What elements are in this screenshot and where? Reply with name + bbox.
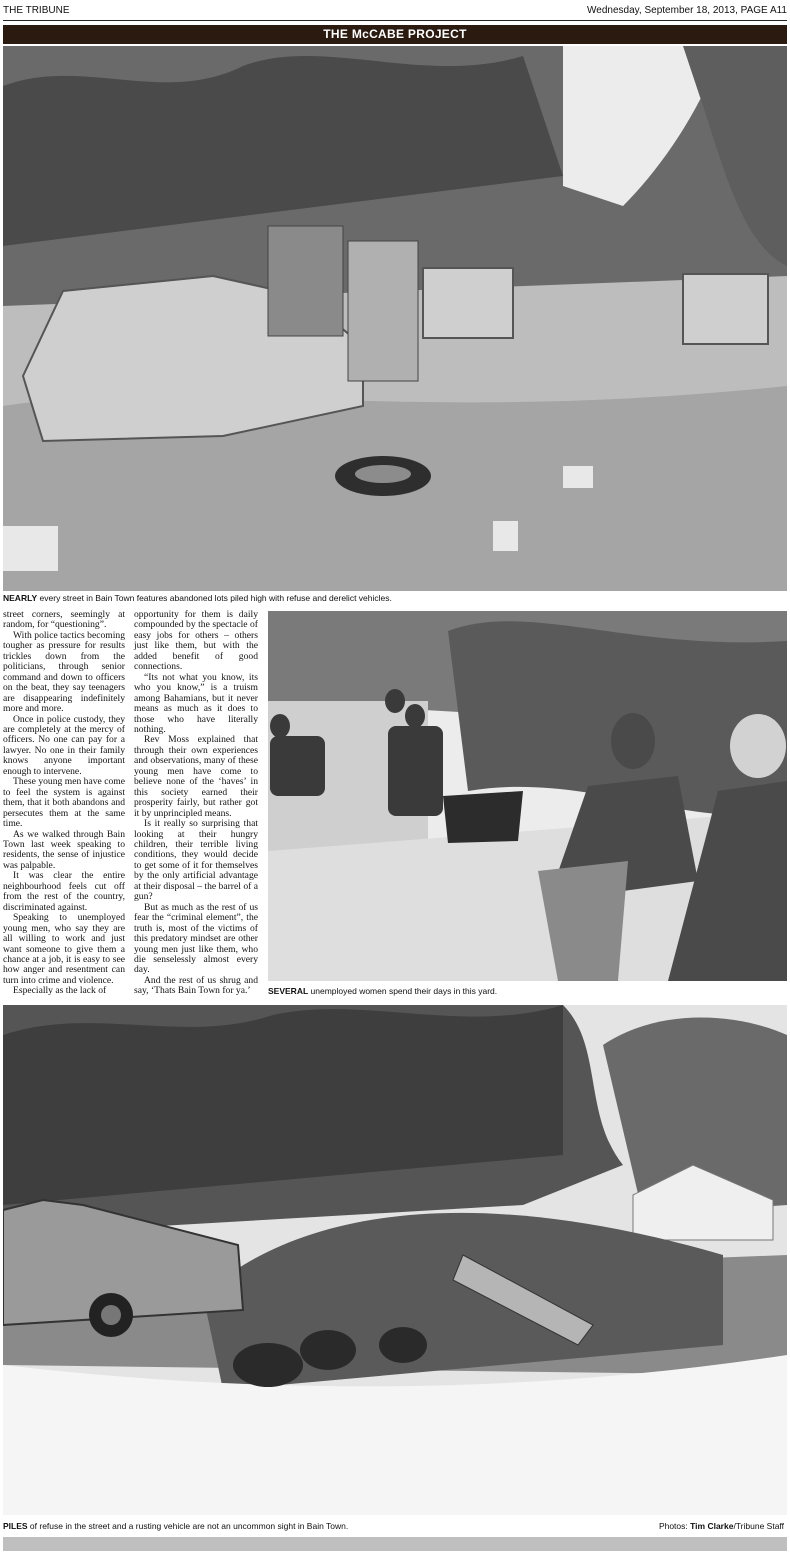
- paragraph: Rev Moss explained that through their own experiences and observations, many of these young men have come to believe none of the ‘haves’ in this society earned their prosperity fairly, but rather got it by unprincipled means.: [134, 734, 258, 819]
- paragraph: But as much as the rest of us fear the “criminal element”, the truth is, most of the victims of this predatory mindset are other young men just like them, who die senselessly almost every day.: [134, 901, 258, 976]
- photo-abandoned-vehicles: [3, 46, 787, 591]
- paragraph: Is it really so surprising that looking at their hungry children, their terrible living conditions, they would decide to get some of it for themselves by the only artificial advantage at their disposal – the barrel of a gun?: [134, 818, 258, 903]
- credit-prefix: Photos:: [658, 1521, 691, 1531]
- page-dateline: Wednesday, September 18, 2013, PAGE A11: [587, 5, 787, 16]
- paper-name: THE TRIBUNE: [3, 5, 70, 16]
- footer-bar: [3, 1537, 787, 1551]
- caption-lead: PILES: [3, 1521, 28, 1531]
- header-rule: [3, 20, 787, 21]
- article-column-2: [134, 610, 258, 997]
- caption-top-photo: [3, 593, 392, 604]
- paragraph: With police tactics becoming tougher as pressure for results trickles down from the politicians, through senior command and down to officers on the beat, they say teenagers are disappearing indefinitely more and more.: [3, 629, 125, 715]
- paragraph: Speaking to unemployed young men, who say they are all willing to work and just want someone to give them a chance at a job, it is easy to see how anger and resentment can turn into crime and violence.: [3, 912, 125, 986]
- paragraph: street corners, seemingly at random, for “questioning”.: [3, 609, 125, 631]
- paragraph: Once in police custody, they are completely at the mercy of officers. No one can pay for a lawyer. No one in their family knows anyone important enough to intervene.: [3, 713, 125, 777]
- caption-text: every street in Bain Town features abandoned lots piled high with refuse and derelict vehicles.: [37, 593, 392, 603]
- caption-text: of refuse in the street and a rusting vehicle are not an uncommon sight in Bain Town.: [27, 1521, 349, 1531]
- caption-middle-photo: [268, 986, 497, 997]
- photo-refuse-piles: [3, 1005, 787, 1515]
- caption-lead: SEVERAL: [268, 986, 309, 996]
- section-banner: THE McCABE PROJECT: [3, 25, 787, 44]
- masthead: [3, 2, 787, 18]
- paragraph: It was clear the entire neighbourhood feels cut off from the rest of the country, discriminated against.: [3, 870, 125, 913]
- paragraph: As we walked through Bain Town last week speaking to residents, the sense of injustice was palpable.: [3, 828, 125, 871]
- photo-women-in-yard: [268, 611, 787, 981]
- credit-name: Tim Clarke: [690, 1521, 734, 1531]
- caption-bottom-photo: [3, 1521, 348, 1532]
- credit-suffix: /Tribune Staff: [733, 1521, 784, 1531]
- paragraph: “Its not what you know, its who you know,” is a truism among Bahamians, but it never means as much as it does to those who have literally nothing.: [134, 671, 258, 735]
- paragraph: Especially as the lack of: [13, 985, 107, 997]
- photo-credit: [659, 1521, 784, 1531]
- caption-lead: NEARLY: [3, 593, 38, 603]
- paragraph: These young men have come to feel the system is against them, that it both abandons and persecutes them at the same time.: [3, 776, 125, 830]
- paragraph: opportunity for them is daily compounded by the spectacle of easy jobs for others – others just like them, but with the added benefit of good connections.: [134, 609, 258, 673]
- article-column-1: [3, 610, 125, 997]
- paragraph: And the rest of us shrug and say, ‘Thats Bain Town for ya.’: [134, 974, 258, 997]
- caption-text: unemployed women spend their days in this yard.: [308, 986, 498, 996]
